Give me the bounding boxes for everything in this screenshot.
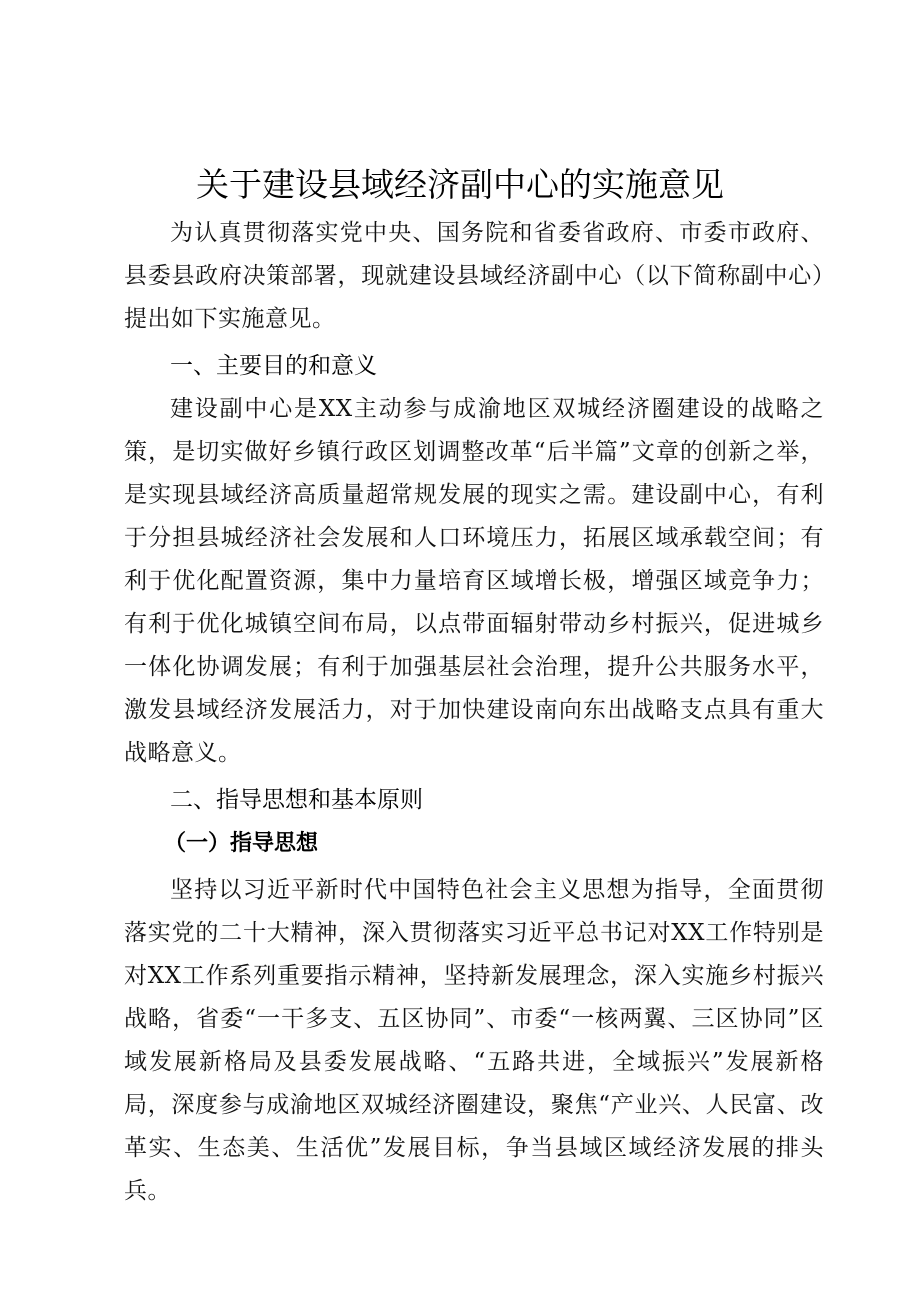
section-2-heading: 二、指导思想和基本原则 xyxy=(170,787,423,813)
document-body xyxy=(124,212,824,1213)
section-2-subheading: （一）指导思想 xyxy=(164,831,319,856)
section-1-heading: 一、主要目的和意义 xyxy=(170,353,377,379)
section-1-paragraph: 建设副中心是XX主动参与成渝地区双城经济圈建设的战略之策，是切实做好乡镇行政区划调整改革“后半篇”文章的创新之举，是实现县域经济高质量超常规发展的现实之需。建设副中心，有利于分担县城经济社会发展和人口环境压力，拓展区域承载空间；有利于优化配置资源，集中力量培育区域增长极，增强区域竞争力；有利于优化城镇空间布局，以点带面辐射带动乡村振兴，促进城乡一体化协调发展；有利于加强基层社会治理，提升公共服务水平，激发县域经济发展活力，对于加快建设南向东出战略支点具有重大战略意义。 xyxy=(124,396,824,766)
intro-paragraph: 为认真贯彻落实党中央、国务院和省委省政府、市委市政府、县委县政府决策部署，现就建设县域经济副中心（以下简称副中心）提出如下实施意见。 xyxy=(124,220,824,332)
document-title: 关于建设县域经济副中心的实施意见 xyxy=(196,165,724,204)
section-2-paragraph: 坚持以习近平新时代中国特色社会主义思想为指导，全面贯彻落实党的二十大精神，深入贯彻落实习近平总书记对XX工作特别是对XX工作系列重要指示精神，坚持新发展理念，深入实施乡村振兴战略，省委“一干多支、五区协同”、市委“一核两翼、三区协同”区域发展新格局及县委发展战略、“五路共进，全域振兴”发展新格局，深度参与成渝地区双城经济圈建设，聚焦“产业兴、人民富、改革实、生态美、生活优”发展目标，争当县域区域经济发展的排头兵。 xyxy=(124,877,824,1204)
